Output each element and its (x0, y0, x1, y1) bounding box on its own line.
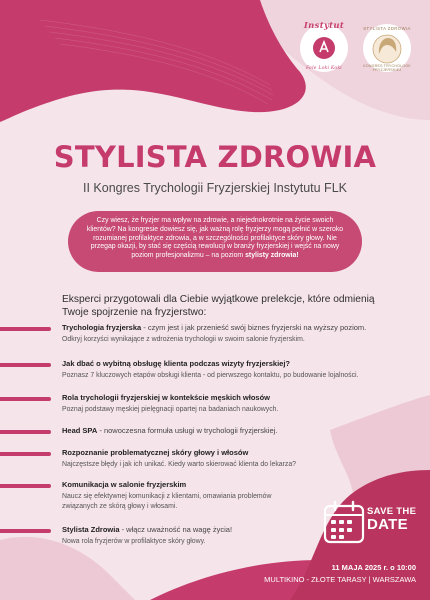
item-description: Odkryj korzyści wynikające z wdrożenia trychologii w swoim salonie fryzjerskim. (62, 336, 305, 343)
subtitle: II Kongres Trychologii Fryzjerskiej Instytutu FLK (83, 181, 347, 195)
item-description: Poznasz 7 kluczowych etapów obsługi klienta - od pierwszego kontaktu, po budowanie lojalności. (62, 372, 359, 379)
item-title: Head SPA (62, 426, 98, 435)
save-the-date-badge (367, 507, 417, 532)
save-the-date-line1: SAVE THE (367, 506, 417, 517)
item-description: Nowa rola fryzjerów w profilaktyce skóry głowy. (62, 538, 206, 545)
event-date: 11 MAJA 2025 r. o 10:00 (331, 563, 416, 572)
item-accent-bar (0, 397, 51, 401)
item-accent-bar (0, 430, 51, 434)
item-accent-bar (0, 452, 51, 456)
item-accent-bar (0, 529, 51, 533)
item-accent-bar (0, 363, 51, 367)
item-title: Rozpoznanie problematycznej skóry głowy i włosów (62, 448, 249, 457)
item-title: Trychologia fryzjerska (62, 323, 142, 332)
item-accent-bar (0, 484, 51, 488)
stylista-zdrowia-logo-top-text: STYLISTA ZDROWIA (363, 26, 411, 31)
item-title: Jak dbać o wybitną obsługę klienta podczas wizyty fryzjerskiej? (62, 359, 290, 368)
intro-box (68, 211, 362, 272)
item-description-line: Naucz się efektywnej komunikacji z klientami, omawiania problemów (62, 493, 272, 500)
item-title-rest: - nowoczesna formuła usługi w trychologii fryzjerskiej. (97, 426, 278, 435)
item-title: Stylista Zdrowia (62, 525, 120, 534)
item-description (62, 492, 342, 512)
item-title-rest: - włącz uważność na wagę życia! (119, 525, 233, 534)
flk-logo-title: Instytut (303, 21, 345, 31)
stylista-zdrowia-logo-bottom-text: KONGRES TRYCHOLOGII FRYZJERSKIEJ (363, 64, 411, 72)
item-description-line: związanych ze skórą głowy i włosami. (62, 503, 178, 510)
item-title-rest: - czym jest i jak przenieść swój biznes fryzjerski na wyższy poziom. (141, 323, 367, 332)
main-title: STYLISTA ZDROWIA (53, 140, 377, 174)
flk-logo-subtitle: Fele Loki Koki (306, 66, 342, 71)
intro-text: Czy wiesz, że fryzjer ma wpływ na zdrowie, a niejednokrotnie na życie swoich klientów? Na kongresie dowiesz się, jak ważną rolę fryzjerzy mogą pełnić w szeroko rozumianej profilaktyce zdrowia, a w szczególności profilaktyce skóry głowy. Nie przegap okazji, by stać się częścią rewolucji w branży fryzjerskiej i wejść na nowy poziom profesjonalizmu – na poziom (86, 217, 344, 260)
intro-highlight: stylisty zdrowia! (245, 252, 299, 260)
save-the-date-line2: DATE (367, 515, 408, 533)
item-description: Najczęstsze błędy i jak ich unikać. Kiedy warto skierować klienta do lekarza? (62, 461, 297, 468)
item-description: Poznaj podstawy męskiej pielęgnacji opartej na badaniach naukowych. (62, 406, 279, 413)
item-title: Rola trychologii fryzjerskiej w kontekście męskich włosów (62, 393, 270, 402)
top-wave (0, 0, 306, 122)
item-title: Komunikacja w salonie fryzjerskim (62, 480, 187, 489)
lead-text: Eksperci przygotowali dla Ciebie wyjątkowe prelekcje, które odmienią Twoje spojrzenie na fryzjerstwo: (62, 294, 375, 319)
event-place: MULTIKINO - ZŁOTE TARASY | WARSZAWA (264, 575, 416, 584)
item-accent-bar (0, 327, 51, 331)
